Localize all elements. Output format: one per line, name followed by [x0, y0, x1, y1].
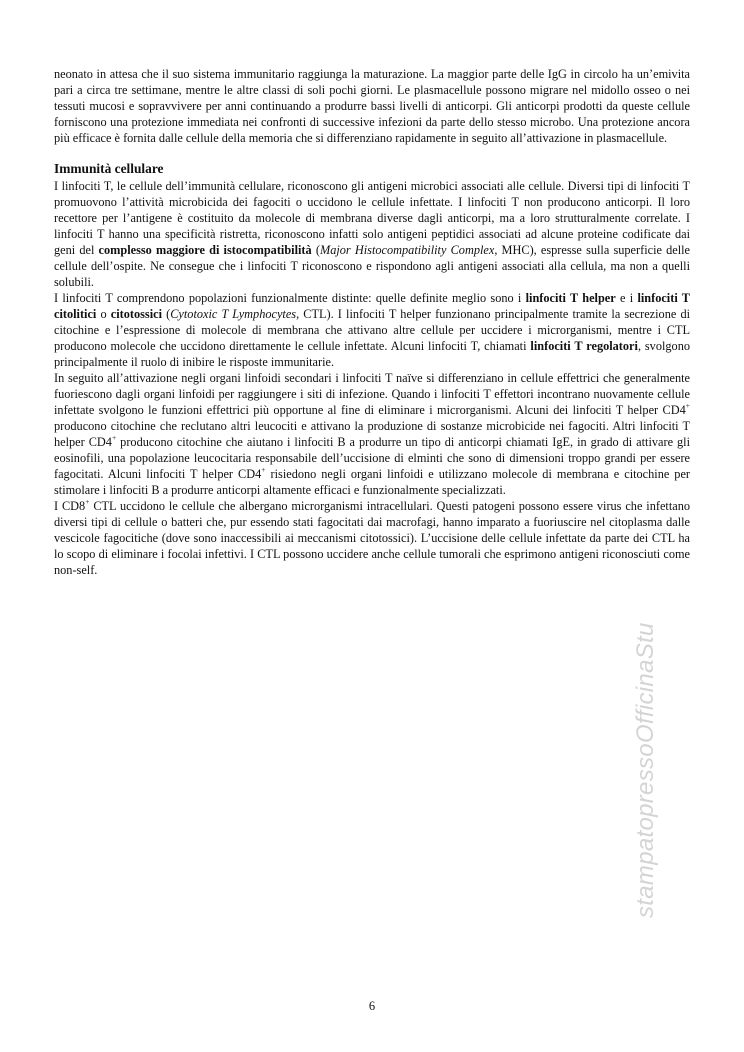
term-ctl-english: Cytotoxic T Lymphocytes	[170, 307, 297, 321]
paragraph-t-cell-populations: I linfociti T comprendono popolazioni funzionalmente distinte: quelle definite meglio sono i linfociti T helper e i linfociti T citolitici o citotossici (Cytotoxic T Lymphocytes, CTL). I linfociti T helper funzionano principalmente tramite la secrezione di citochine e l’espressione di molecole di membrana che attivano altre cellule per uccidere i microrganismi, mentre i CTL producono molecole che uccidono direttamente le cellule infettate. Alcuni linfociti T, chiamati linfociti T regolatori, svolgono principalmente il ruolo di inibire le risposte immunitarie.	[54, 291, 691, 369]
term-t-helper: linfociti T helper	[525, 291, 616, 305]
paragraph-ctl: I CD8+ CTL uccidono le cellule che albergano microrganismi intracellulari. Questi patogeni possono essere virus che infettano diversi tipi di cellule o batteri che, pur essendo stati fagocitati dai macrofagi, hanno imparato a fuoriuscire nel citoplasma dalle vescicole fagocitiche (dove sono inaccessibili ai meccanismi citotossici). L’uccisione delle cellule infettate da parte dei CTL ha lo scopo di eliminare i focolai infettivi. I CTL possono uccidere anche cellule tumorali che esprimono antigeni riconosciuti come non-self.	[54, 496, 690, 577]
term-mhc: complesso maggiore di istocompatibilità	[98, 243, 312, 257]
term-mhc-english: Major Histocompatibility Complex	[319, 243, 495, 257]
intro-paragraph: neonato in attesa che il suo sistema immunitario raggiunga la maturazione. La maggior parte delle IgG in circolo ha un’emivita pari a circa tre settimane, mentre le altre classi di soli pochi giorni. Le plasmacellule possono migrare nel midollo osseo o nei tessuti mucosi e sopravvivere per anni continuando a produrre bassi livelli di anticorpi. Gli anticorpi prodotti da queste cellule forniscono una protezione immediata nei confronti di successive infezioni da parte dello stesso microbo. Una protezione ancora più efficace è fornita dalle cellule della memoria che si differenziano rapidamente in seguito all’attivazione in plasmacellule.	[54, 67, 690, 145]
term-t-regolatori: linfociti T regolatori	[530, 339, 638, 353]
term-citotossici: citotossici	[110, 307, 162, 321]
term-t-citolitici: linfociti T citolitici	[54, 291, 690, 321]
paragraph-effector-cells: In seguito all’attivazione negli organi linfoidi secondari i linfociti T naïve si differenziano in cellule effettrici che generalmente fuoriescono dagli organi linfoidi per raggiungere i siti di infezione. Quando i linfociti T effettori incontrano nuovamente cellule infettate svolgono le funzioni effettrici più opportune al fine di eliminare i microrganismi. Alcuni dei linfociti T helper CD4+ producono citochine che reclutano altri leucociti e attivano la produzione di sostanze microbicide nei fagociti. Altri linfociti T helper CD4+ producono citochine che aiutano i linfociti B a produrre un tipo di anticorpi chiamati IgE, in grado di attivare gli eosinofili, una popolazione leucocitaria responsabile dell’uccisione di elminti che sono di dimensioni troppo grandi per essere fagocitati. Alcuni linfociti T helper CD4+ risiedono negli organi linfoidi e utilizzano molecole di membrana e citochine per stimolare i linfociti B a produrre anticorpi altamente efficaci e funzionalmente specializzati.	[54, 371, 691, 497]
document-body	[54, 66, 690, 578]
page-number: 6	[368, 999, 376, 1013]
watermark: stampatopressoOfficinaStu	[632, 622, 659, 918]
paragraph-t-cells: I linfociti T, le cellule dell’immunità cellulare, riconoscono gli antigeni microbici associati alle cellule. Diversi tipi di linfociti T promuovono l’attività microbicida dei fagociti o uccidono le cellule infettate. I linfociti T non producono anticorpi. Il loro recettore per l’antigene è costituito da molecole di membrana diverse dagli anticorpi, ma a loro strutturalmente correlate. I linfociti T hanno una specificità ristretta, riconoscono infatti solo antigeni peptidici associati ad alcune proteine codificate dai geni del complesso maggiore di istocompatibilità (Major Histocompatibility Complex, MHC), espresse sulla superficie delle cellule dell’ospite. Ne consegue che i linfociti T riconoscono e rispondono agli antigeni associati alla cellula, ma non a quelli solubili.	[54, 179, 691, 289]
section-heading: Immunità cellulare	[54, 161, 164, 176]
